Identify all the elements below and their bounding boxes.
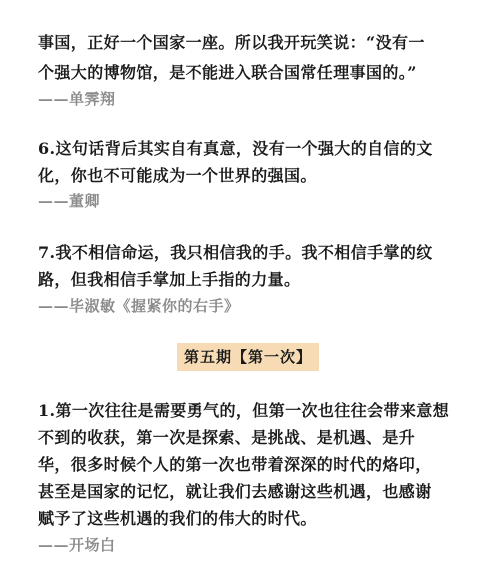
quote-5-line-2: 个强大的博物馆，是不能进入联合国常任理事国的。” bbox=[38, 63, 417, 82]
quote-1-line-5: 赋予了这些机遇的我们的伟大的时代。 bbox=[38, 509, 317, 528]
quote-6-line-2: 化，你也不可能成为一个世界的强国。 bbox=[38, 166, 317, 185]
quote-7-line-1: 7.我不相信命运，我只相信我的手。我不相信手掌的纹 bbox=[38, 243, 433, 262]
quote-6-attribution: ——董卿 bbox=[38, 192, 101, 210]
quote-7-attribution: ——毕淑敏《握紧你的右手》 bbox=[38, 297, 240, 315]
quote-6-line-1: 6.这句话背后其实自有真意，没有一个强大的自信的文 bbox=[38, 139, 433, 158]
quote-7-line-2: 路，但我相信手掌加上手指的力量。 bbox=[38, 270, 301, 289]
quote-1-line-4: 甚至是国家的记忆，就让我们去感谢这些机遇，也感谢 bbox=[38, 482, 432, 501]
quote-1-line-2: 不到的收获，第一次是探索、是挑战、是机遇、是升 bbox=[38, 428, 416, 447]
quote-5-line-1: 事国，正好一个国家一座。所以我开玩笑说：“没有一 bbox=[38, 33, 425, 52]
quote-5-attribution: ——单霁翔 bbox=[38, 90, 116, 108]
quote-1-line-3: 华，很多时候个人的第一次也带着深深的时代的烙印， bbox=[38, 455, 432, 474]
quote-1-line-1: 1.第一次往往是需要勇气的，但第一次也往往会带来意想 bbox=[38, 401, 450, 420]
section-heading: 第五期【第一次】 bbox=[177, 343, 319, 371]
quote-1-attribution: ——开场白 bbox=[38, 536, 116, 554]
